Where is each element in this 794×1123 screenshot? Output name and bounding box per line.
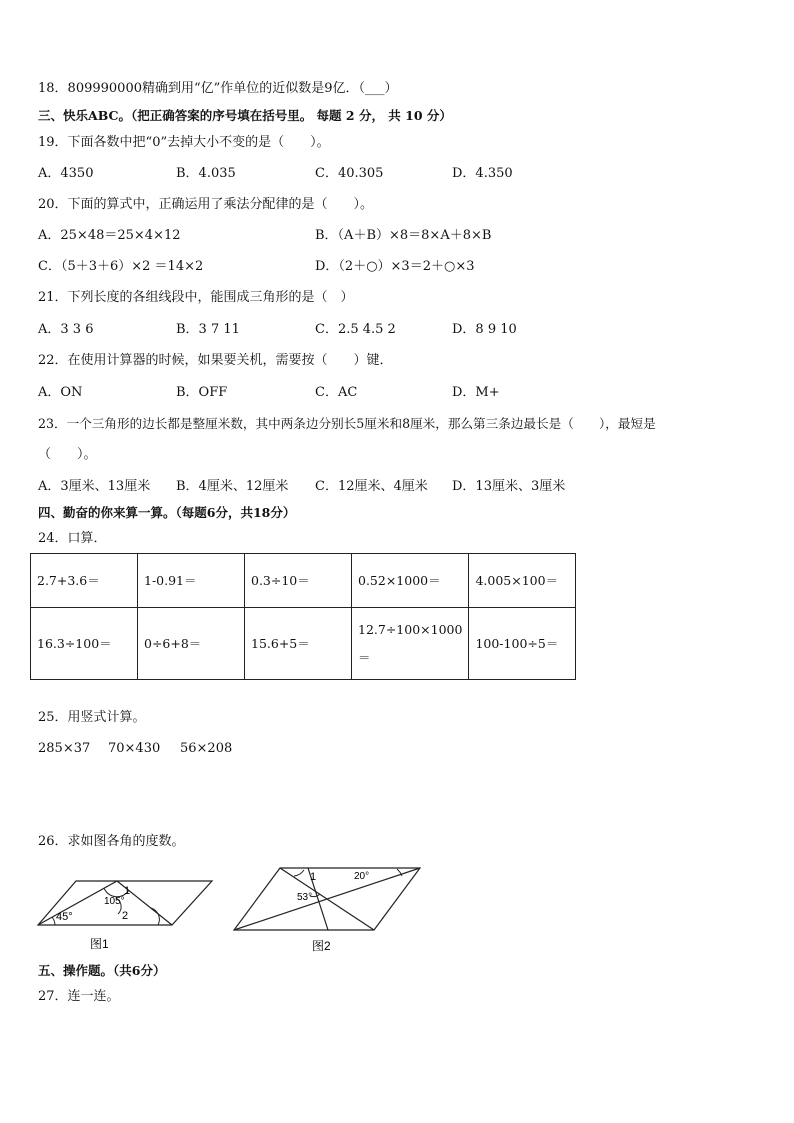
question-21-stem: 21．下列长度的各组线段中，能围成三角形的是（ ） xyxy=(38,290,354,305)
q19-option-b: B．4.035 xyxy=(176,166,236,181)
fig1-angle-105: 105° xyxy=(104,896,125,907)
question-20-stem: 20．下面的算式中，正确运用了乘法分配律的是（ ）。 xyxy=(38,197,374,212)
fig1-angle-2: 2 xyxy=(122,910,129,922)
table-cell: 0.3÷10＝ xyxy=(245,554,352,608)
fig2-angle-20: 20° xyxy=(354,871,370,882)
table-cell: 2.7+3.6＝ xyxy=(31,554,138,608)
question-26-stem: 26．求如图各角的度数。 xyxy=(38,834,185,849)
fig2-diagonal-2 xyxy=(234,868,420,930)
q21-option-a: A．3 3 6 xyxy=(38,322,94,337)
figure-1-parallelogram xyxy=(36,874,216,956)
q21-option-d: D．8 9 10 xyxy=(452,322,517,337)
q19-option-a: A．4350 xyxy=(38,166,94,181)
section-5-heading: 五、操作题。（共6分） xyxy=(38,963,166,978)
vertical-calc-item-3: 56×208 xyxy=(180,741,233,756)
fig2-angle-53: 53° xyxy=(297,892,313,903)
q20-option-d: D．（2＋○）×3＝2＋○×3 xyxy=(315,259,475,274)
question-18: 18．809990000精确到用“亿”作单位的近似数是9亿．（___） xyxy=(38,81,398,96)
vertical-calc-item-1: 285×37 xyxy=(38,741,91,756)
q20-option-a: A．25×48＝25×4×12 xyxy=(38,228,181,243)
fig1-angle-45: 45° xyxy=(56,911,73,923)
q21-option-b: B．3 7 11 xyxy=(176,322,240,337)
question-23-stem-line1: 23．一个三角形的边长都是整厘米数，其中两条边分别长5厘米和8厘米，那么第三条边最长是（ ），最短是 xyxy=(38,416,656,431)
q19-option-d: D．4.350 xyxy=(452,166,513,181)
question-22-stem: 22．在使用计算器的时候，如果要关机，需要按（ ）键． xyxy=(38,353,393,368)
figure-2-parallelogram xyxy=(232,864,424,956)
table-row xyxy=(31,608,576,680)
table-cell: 4.005×100＝ xyxy=(469,554,576,608)
figure-1-caption: 图1 xyxy=(90,937,109,951)
table-cell: 1-0.91＝ xyxy=(138,554,245,608)
question-23-stem-line2: （ ）。 xyxy=(38,447,97,462)
section-3-heading: 三、快乐ABC。（把正确答案的序号填在括号里。 每题 2 分， 共 10 分） xyxy=(38,108,452,123)
q23-option-a: A．3厘米、13厘米 xyxy=(38,479,151,494)
fig1-arc-45 xyxy=(52,917,55,925)
q22-option-d: D．M+ xyxy=(452,385,500,400)
q20-option-c: C．（5＋3＋6）×2 ＝14×2 xyxy=(38,259,204,274)
table-cell: 16.3÷100＝ xyxy=(31,608,138,680)
vertical-calc-item-2: 70×430 xyxy=(108,741,161,756)
q20-option-b: B．（A＋B）×8＝8×A＋8×B xyxy=(315,228,492,243)
q22-option-b: B．OFF xyxy=(176,385,228,400)
fig1-arc-2 xyxy=(151,908,159,925)
q23-option-d: D．13厘米、3厘米 xyxy=(452,479,566,494)
question-27: 27．连一连。 xyxy=(38,989,120,1004)
mental-math-table xyxy=(30,553,576,680)
table-cell: 12.7÷100×1000＝ xyxy=(352,608,469,680)
q23-option-b: B．4厘米、12厘米 xyxy=(176,479,289,494)
question-19-stem: 19．下面各数中把“0”去掉大小不变的是（ ）。 xyxy=(38,135,330,150)
table-cell: 0.52×1000＝ xyxy=(352,554,469,608)
table-cell: 100-100÷5＝ xyxy=(469,608,576,680)
q23-option-c: C．12厘米、4厘米 xyxy=(315,479,428,494)
figure-2-caption: 图2 xyxy=(312,939,331,953)
q22-option-c: C．AC xyxy=(315,385,358,400)
fig2-arc-1 xyxy=(294,870,304,876)
q22-option-a: A．ON xyxy=(38,385,83,400)
q21-option-c: C．2.5 4.5 2 xyxy=(315,322,396,337)
fig1-angle-1: 1 xyxy=(124,885,131,897)
q19-option-c: C．40.305 xyxy=(315,166,384,181)
section-4-heading: 四、勤奋的你来算一算。（每题6分，共18分） xyxy=(38,505,296,520)
table-row xyxy=(31,554,576,608)
question-24-stem: 24．口算． xyxy=(38,531,107,546)
table-cell: 0÷6+8＝ xyxy=(138,608,245,680)
question-25-stem: 25．用竖式计算。 xyxy=(38,710,146,725)
table-cell: 15.6+5＝ xyxy=(245,608,352,680)
fig2-angle-1: 1 xyxy=(310,871,317,883)
